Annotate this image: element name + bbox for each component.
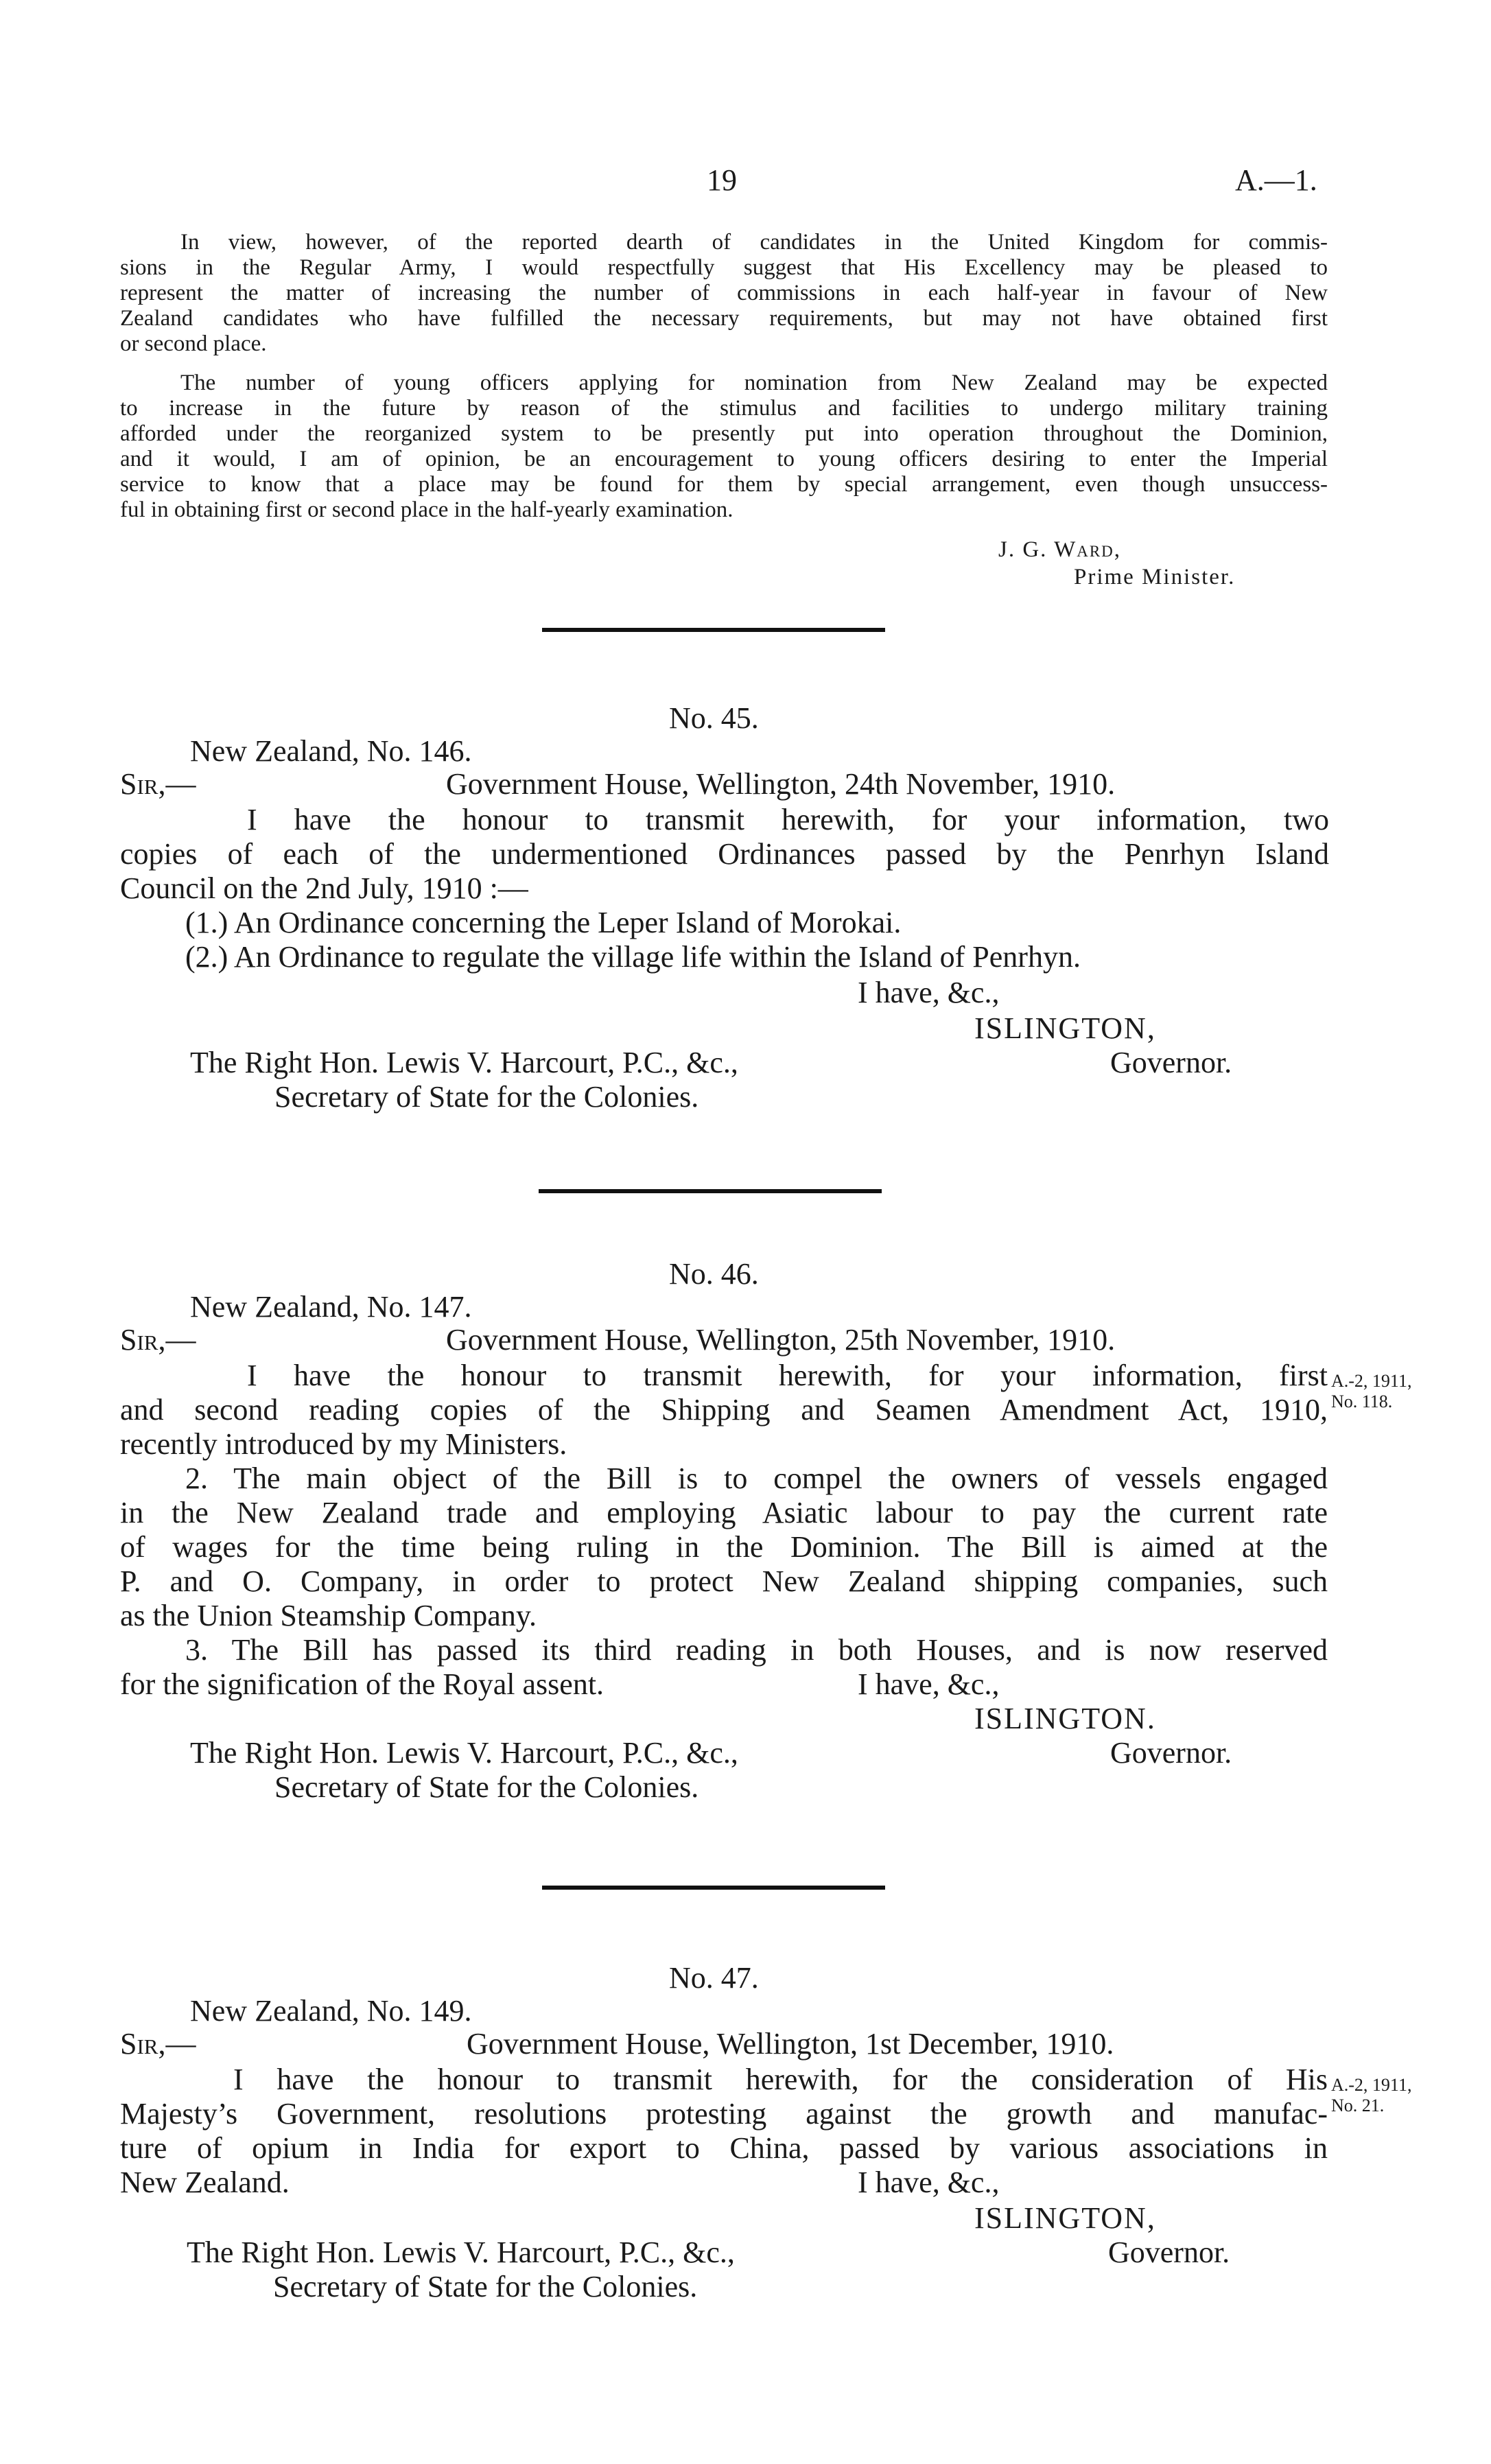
intro-signature-title: Prime Minister. [1074, 565, 1236, 589]
salutation: Sir,— [120, 1323, 196, 1357]
page-number: 19 [707, 163, 737, 197]
addressee: The Right Hon. Lewis V. Harcourt, P.C., &c., [190, 1046, 738, 1079]
signer: ISLINGTON, [974, 1011, 1156, 1045]
dateline: Government House, Wellington, 25th November, 1910. [446, 1323, 1116, 1357]
addressee: The Right Hon. Lewis V. Harcourt, P.C., &c., [187, 2236, 735, 2269]
dateline: Government House, Wellington, 24th November, 1910. [446, 767, 1116, 801]
letter-body: I have the honour to transmit herewith, for your information, first and second reading copies of the Shipping and Seamen Amendment Act, 1910, recently introduced by my Ministers. 2. The main object of the Bill is to compel the owners of vessels engaged in the New Zealand trade and employing Asiatic labour to pay the current rate of wages for the time being ruling in the Dominion. The Bill is aimed at the P. and O. Company, in order to protect New Zealand shipping companies, such as the Union Steamship Company. 3. The Bill has passed its third reading in both Houses, and is now reserved for the signification of the Royal assent. [120, 1359, 1328, 1701]
letter-number: No. 45. [669, 701, 759, 735]
letter-reference: New Zealand, No. 146. [190, 734, 472, 768]
intro-paragraph-1: In view, however, of the reported dearth of candidates in the United Kingdom for commis- sions in the Regular Army, I would respectfully suggest that His Excellency may be pleased to represent the matter of increasing the number of commissions in each half-year in favour of New Zealand candidates who have fulfilled the necessary requirements, but may not have obtained first or second place. [120, 230, 1328, 356]
intro-paragraph-2: The number of young officers applying for nomination from New Zealand may be expected to increase in the future by reason of the stimulus and facilities to undergo military training afforded under the reorganized system to be presently put into operation throughout the Dominion, and it would, I am of opinion, be an encouragement to young officers desiring to enter the Imperial service to know that a place may be found for them by special arrangement, even though unsuccess- ful in obtaining first or second place in the half-yearly examination. [120, 371, 1328, 522]
signer-title: Governor. [1110, 1736, 1232, 1770]
letter-reference: New Zealand, No. 149. [190, 1994, 472, 2028]
signer-title: Governor. [1108, 2236, 1230, 2269]
section-divider [542, 628, 885, 632]
dateline: Government House, Wellington, 1st December, 1910. [467, 2027, 1114, 2061]
intro-signature: J. G. Ward, [998, 537, 1122, 562]
signer: ISLINGTON. [974, 1702, 1156, 1735]
section-divider [542, 1886, 885, 1890]
addressee-title: Secretary of State for the Colonies. [274, 1080, 699, 1114]
letter-number: No. 47. [669, 1961, 759, 1995]
addressee: The Right Hon. Lewis V. Harcourt, P.C., &c., [190, 1736, 738, 1770]
signer-title: Governor. [1110, 1046, 1232, 1079]
addressee-title: Secretary of State for the Colonies. [274, 1770, 699, 1804]
margin-note: A.-2, 1911, No. 118. [1331, 1371, 1412, 1411]
salutation: Sir,— [120, 2027, 196, 2061]
letter-body: I have the honour to transmit herewith, for the consideration of His Majesty’s Government, resolutions protesting against the growth and manufac- ture of opium in India for export to China, passed by various associations in New Zealand. [120, 2063, 1328, 2199]
signer: ISLINGTON, [974, 2201, 1156, 2235]
letter-body: I have the honour to transmit herewith, for your information, two copies of each of the undermentioned Ordinances passed by the Penrhyn Island Council on the 2nd July, 1910 :— (1.) An Ordinance concerning the Leper Island of Morokai. (2.) An Ordinance to regulate the village life within the Island of Penrhyn. [120, 803, 1329, 974]
paper-reference: A.—1. [1235, 163, 1317, 197]
letter-number: No. 46. [669, 1257, 759, 1291]
closing: I have, &c., [858, 1667, 1000, 1701]
salutation: Sir,— [120, 767, 196, 801]
closing: I have, &c., [858, 2166, 1000, 2199]
addressee-title: Secretary of State for the Colonies. [273, 2270, 698, 2303]
closing: I have, &c., [858, 976, 1000, 1009]
margin-note: A.-2, 1911, No. 21. [1331, 2075, 1412, 2115]
letter-reference: New Zealand, No. 147. [190, 1290, 472, 1324]
section-divider [539, 1189, 882, 1193]
